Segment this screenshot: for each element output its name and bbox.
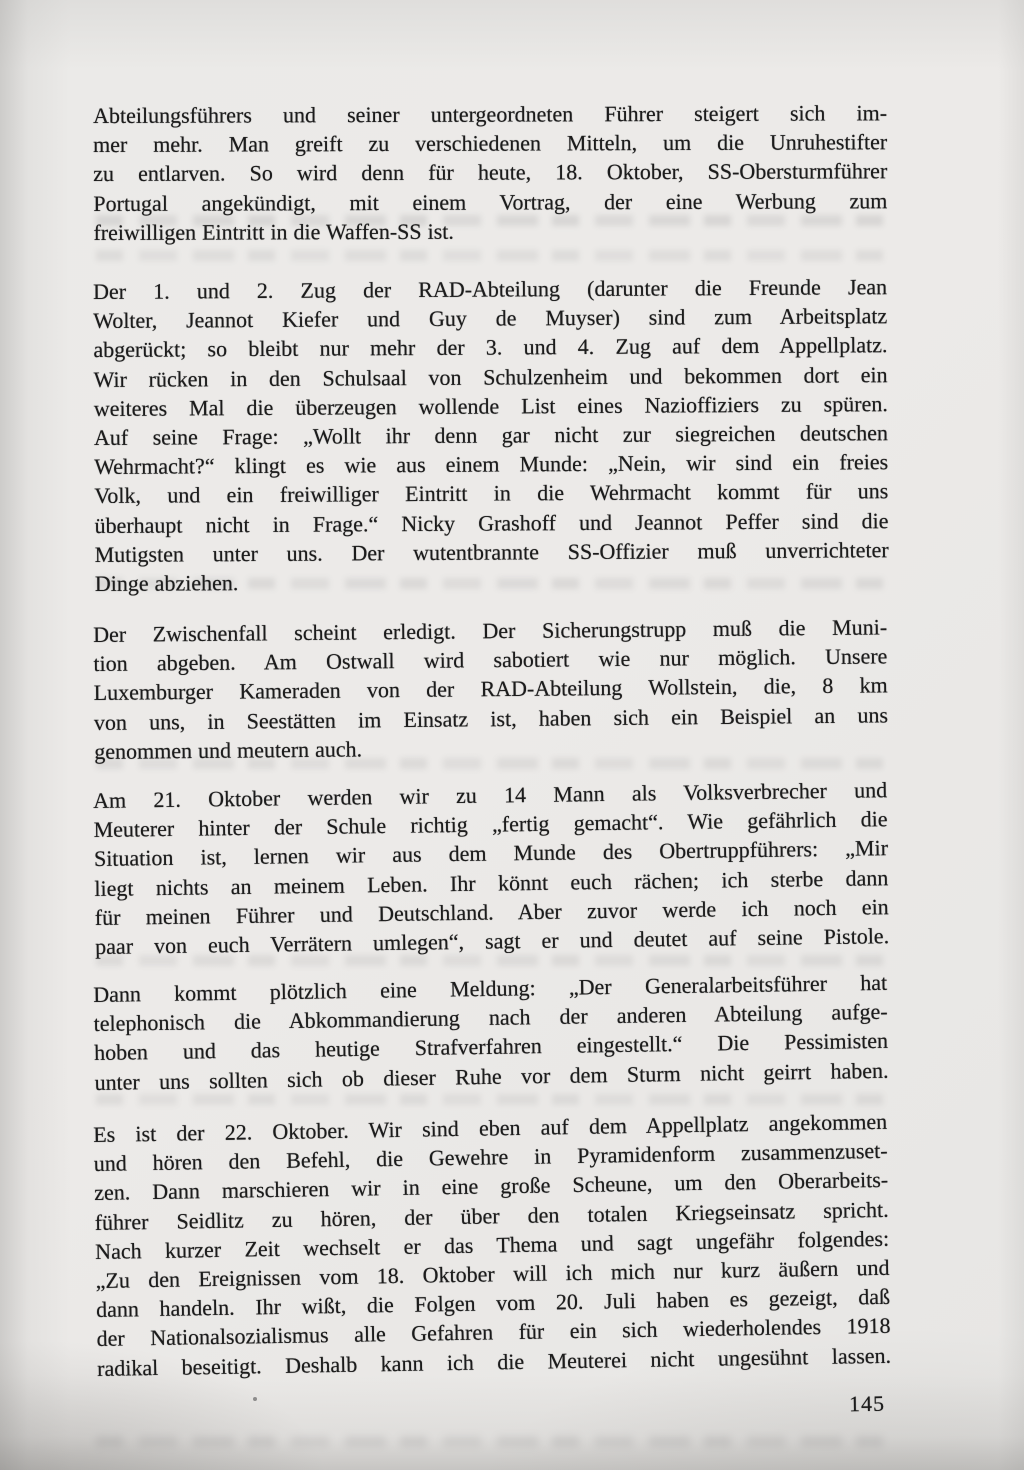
bleed-through-text [96, 1436, 884, 1447]
text-line: abgerückt; so bleibt nur mehr der 3. und 4. Zug auf dem Appellplatz. [93, 332, 888, 363]
text-line: und hören den Befehl, die Gewehre in Pyramidenform zusammenzuset- [93, 1138, 888, 1177]
text-line: Luxemburger Kameraden von der RAD-Abteilung Wollstein, die, 8 km [93, 673, 888, 706]
text-line: Meuterer hinter der Schule richtig „fertig gemacht“. Wie gefährlich die [93, 806, 888, 843]
text-line: zen. Dann marschieren wir in eine große Scheune, um den Oberarbeits- [94, 1167, 889, 1206]
paragraph [93, 272, 889, 598]
text-line: führer Seidlitz zu hören, der über den totalen Kriegseinsatz spricht. [94, 1196, 889, 1235]
text-line: von uns, in Seestätten im Einsatz ist, haben sich ein Beispiel an uns [93, 702, 889, 735]
text-line: radikal beseitigt. Deshalb kann ich die Meuterei nicht ungesühnt lassen. [96, 1342, 892, 1381]
text-line: Wehrmacht?“ klingt es wie aus einem Munde: „Nein, wir sind ein freies [94, 449, 889, 480]
text-line: mer mehr. Man greift zu verschiedenen Mitteln, um die Unruhestifter [93, 129, 888, 158]
text-line: unter uns sollten sich ob dieser Ruhe vor dem Sturm nicht geirrt haben. [94, 1057, 889, 1096]
text-line: Auf seine Frage: „Wollt ihr denn gar nicht zur siegreichen deutschen [93, 420, 889, 451]
text-line: genommen und meutern auch. [94, 736, 363, 765]
text-line: hoben und das heutige Strafverfahren eingestellt.“ Die Pessimisten [93, 1028, 889, 1066]
text-line: tion abgeben. Am Ostwall wird sabotiert wie nur möglich. Unsere [93, 643, 888, 677]
text-line: Am 21. Oktober werden wir zu 14 Mann als Volksverbrecher und [93, 777, 888, 814]
text-line: Der 1. und 2. Zug der RAD-Abteilung (darunter die Freunde Jean [93, 274, 888, 305]
text-line: Portugal angekündigt, mit einem Vortrag, der eine Werbung zum [93, 187, 888, 216]
paragraph [93, 968, 889, 1097]
text-line: dann handeln. Ihr wißt, die Folgen vom 20. Juli haben es gezeigt, daß [95, 1284, 891, 1323]
text-line: weiteres Mal die überzeugen wollende List eines Nazioffiziers zu spüren. [93, 390, 888, 421]
paragraph [93, 775, 889, 961]
text-line: Situation ist, lernen wir aus dem Munde des Obertruppführers: „Mir [93, 835, 889, 872]
text-line: der Nationalsozialismus alle Gefahren für ein sich wiederholendes 1918 [96, 1313, 891, 1352]
text-line: freiwilligen Eintritt in die Waffen-SS ist. [93, 218, 454, 245]
text-line: für meinen Führer und Deutschland. Aber zuvor werde ich noch ein [94, 894, 889, 931]
text-line: Wir rücken in den Schulsaal von Schulzenheim und bekommen dort ein [93, 361, 888, 392]
text-line: „Zu den Ereignissen vom 18. Oktober will ich mich nur kurz äußern und [95, 1255, 890, 1294]
text-line: Der Zwischenfall scheint erledigt. Der Sicherungstrupp muß die Muni- [93, 614, 888, 648]
page-text [93, 100, 892, 1383]
paragraph [93, 613, 888, 767]
text-line: Mutigsten unter uns. Der wutentbrannte SS-Offizier muß unverrichteter [94, 536, 889, 567]
text-line: Wolter, Jeannot Kiefer und Guy de Muyser) sind zum Arbeitsplatz [93, 303, 888, 334]
text-line: überhaupt nicht in Frage.“ Nicky Grashoff und Jeannot Peffer sind die [94, 507, 889, 538]
page-number: 145 [848, 1390, 886, 1417]
text-line: telephonisch die Abkommandierung nach der anderen Abteilung aufge- [93, 999, 888, 1037]
text-line: paar von euch Verrätern umlegen“, sagt er und deutet auf seine Pistole. [95, 923, 890, 960]
text-line: Dann kommt plötzlich eine Meldung: „Der Generalarbeitsführer hat [93, 970, 888, 1008]
text-line: Abteilungsführers und seiner untergeordneten Führer steigert sich im- [93, 100, 888, 128]
text-line: liegt nichts an meinem Leben. Ihr könnt euch rächen; ich sterbe dann [94, 865, 889, 901]
paragraph [93, 1107, 891, 1383]
scan-speck [253, 1397, 257, 1401]
text-line: zu entlarven. So wird denn für heute, 18. Oktober, SS-Obersturmführer [93, 158, 888, 187]
text-line: Dinge abziehen. [94, 570, 239, 597]
paragraph [93, 98, 888, 247]
text-line: Volk, und ein freiwilliger Eintritt in die Wehrmacht kommt für uns [94, 478, 889, 509]
text-line: Es ist der 22. Oktober. Wir sind eben auf dem Appellplatz angekommen [93, 1109, 888, 1148]
text-line: Nach kurzer Zeit wechselt er das Thema und sagt ungefähr folgendes: [94, 1225, 890, 1265]
